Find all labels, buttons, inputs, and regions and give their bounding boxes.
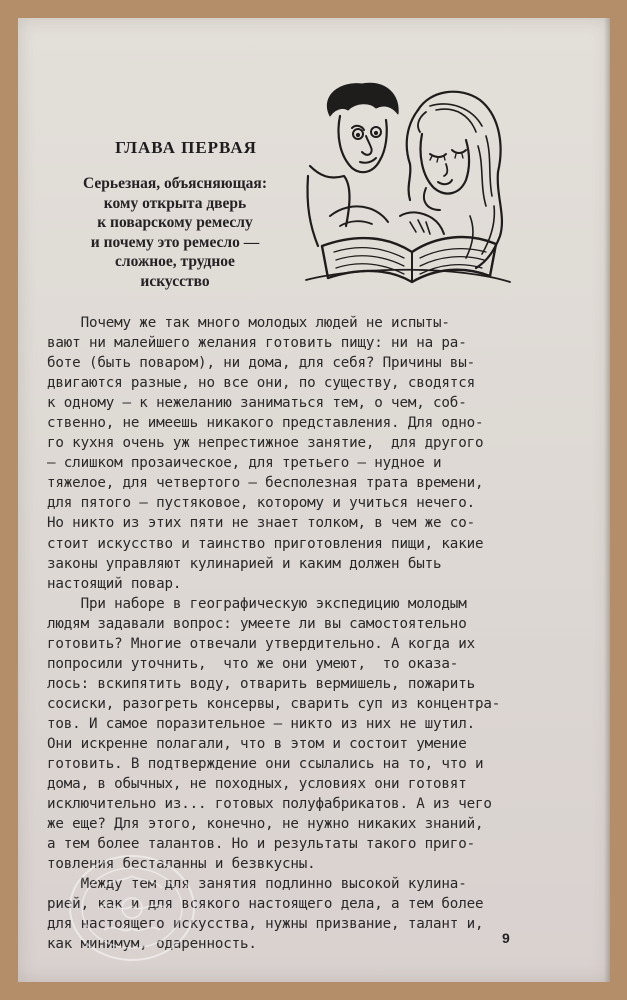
watermark-stamp-icon [62, 848, 202, 968]
chapter-subtitle [40, 174, 310, 291]
page-number: 9 [502, 930, 510, 946]
text-line: людям задавали вопрос: умеете ли вы самостоятельно [47, 615, 467, 632]
subtitle-line: Серьезная, объясняющая: [83, 175, 267, 192]
subtitle-line: кому открыта дверь [103, 194, 247, 212]
text-line: законы управляют кулинарией и каким должен быть [47, 555, 442, 572]
text-line: для настоящего искусства, нужны призвание, талант и, [47, 916, 484, 933]
subtitle-line: к поварскому ремеслу [97, 214, 253, 231]
text-line: — слишком прозаическое, для третьего — нудное и [47, 455, 442, 472]
book-page [18, 18, 610, 982]
text-line: для пятого — пустяковое, которому и учиться нечего. [47, 495, 475, 512]
text-line: ственно, не имеешь никакого представления. Для одно- [47, 415, 484, 432]
text-line: товления бесталанны и безвкусны. [47, 856, 316, 873]
text-line: дома, в обычных, не походных, условиях они готовят [47, 776, 467, 793]
subtitle-line: и почему это ремесло — [90, 233, 260, 251]
text-line: Но никто из этих пяти не знает толком, в чем же со- [47, 515, 475, 532]
text-line: тов. И самое поразительное — никто из них не шутил. [47, 715, 475, 732]
page-edge-shadow [604, 18, 610, 982]
subtitle-line: искусство [140, 272, 210, 290]
text-line: настоящий повар. [47, 575, 182, 592]
text-line: При наборе в географическую экспедицию молодым [47, 595, 467, 612]
couple-reading-illustration [300, 76, 512, 290]
text-line: тяжелое, для четвертого — бесполезная трата времени, [47, 475, 484, 492]
text-line: готовить? Многие отвечали утвердительно. А когда их [47, 635, 475, 652]
text-line: рией, как и для всякого настоящего дела, а тем более [47, 896, 484, 913]
text-line: Они искренне полагали, что в этом и состоит умение [47, 735, 467, 752]
text-line: же еще? Для этого, конечно, не нужно никаких знаний, [47, 816, 484, 833]
text-line: боте (быть поваром), ни дома, для себя? Причины вы- [47, 355, 475, 372]
text-line: Почему же так много молодых людей не испыты- [47, 315, 450, 331]
text-line: а тем более талантов. Но и результаты такого приго- [47, 836, 475, 853]
text-line: двигаются разные, но все они, по существу, сводятся [47, 375, 475, 392]
text-line: к одному — к нежеланию заниматься тем, о чем, соб- [47, 395, 467, 412]
text-line: лось: вскипятить воду, отварить вермишель, пожарить [47, 675, 475, 692]
chapter-title: ГЛАВА ПЕРВАЯ [115, 138, 257, 157]
text-line: попросили уточнить, что же они умеют, то оказа- [47, 655, 459, 672]
text-line: исключительно из... готовых полуфабрикатов. А из чего [47, 796, 492, 813]
text-line: го кухня очень уж непрестижное занятие, для другого [47, 435, 484, 452]
text-line: Между тем для занятия подлинно высокой кулина- [47, 876, 467, 893]
text-line: стоит искусство и таинство приготовления пищи, какие [47, 535, 484, 552]
text-line: как минимум, одаренность. [47, 936, 257, 953]
text-line: готовить. В подтверждение они ссылались на то, что и [47, 756, 484, 773]
text-line: сосиски, разогреть консервы, сварить суп из концентра- [47, 695, 501, 712]
subtitle-line: сложное, трудное [115, 253, 235, 270]
text-line: вают ни малейшего желания готовить пищу: ни на ра- [47, 335, 467, 352]
